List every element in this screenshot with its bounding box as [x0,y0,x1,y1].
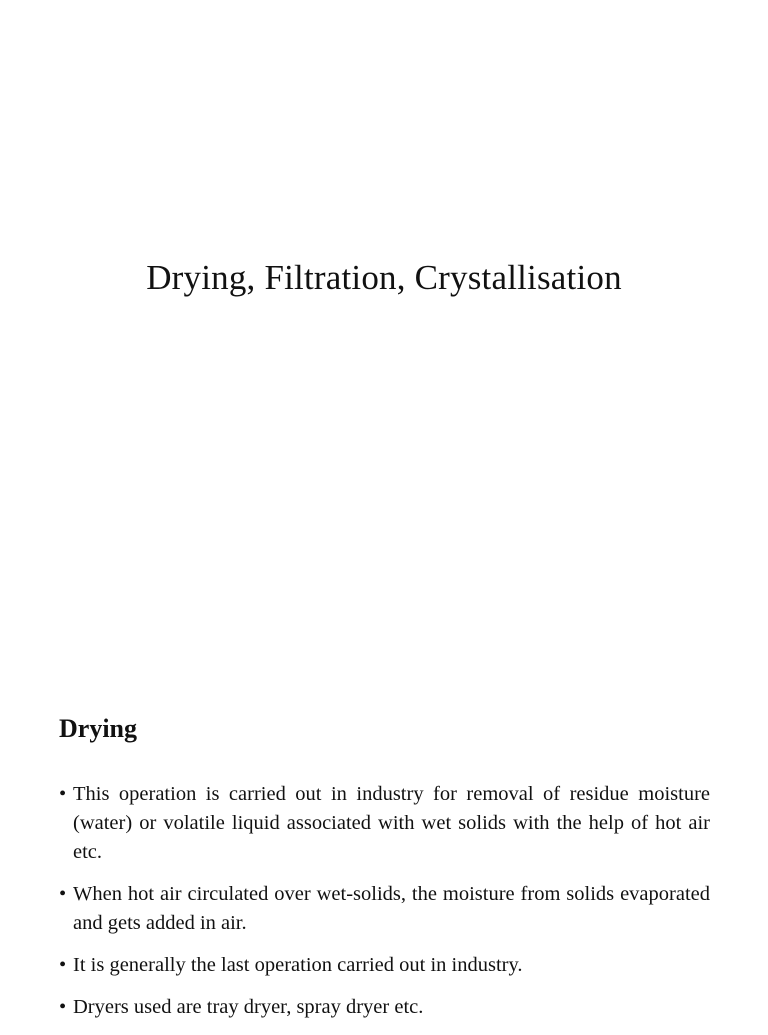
section-heading: Drying [59,714,137,743]
bullet-item: • It is generally the last operation carried out in industry. [59,951,710,980]
slide-title: Drying, Filtration, Crystallisation [146,258,622,297]
bullet-item: • Dryers used are tray dryer, spray dryer etc. [59,993,710,1022]
bullet-item: • This operation is carried out in industry for removal of residue moisture (water) or volatile liquid associated with wet solids with the help of hot air etc. [59,780,710,867]
bullet-list [59,780,710,1035]
bullet-item: • When hot air circulated over wet-solids, the moisture from solids evaporated and gets added in air. [59,880,710,938]
